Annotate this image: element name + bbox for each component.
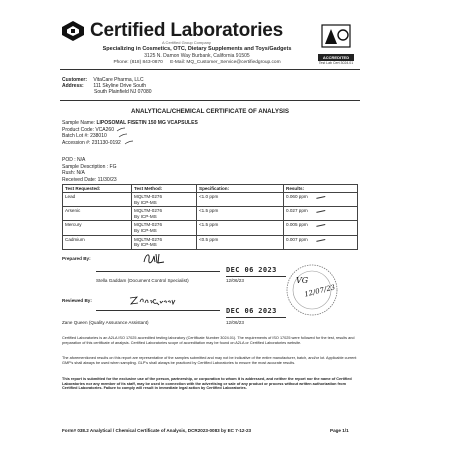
accreditation-badge	[318, 24, 354, 65]
check-mark-icon	[118, 133, 128, 138]
sample-name-label: Sample Name:	[62, 120, 96, 126]
specification: <1.5 ppm	[197, 221, 284, 235]
reviewed-name: Zane Queen (Quality Assurance Assistant)	[62, 320, 149, 325]
result-cell	[284, 221, 358, 235]
product-code: Product Code: VCA260	[62, 126, 114, 133]
result-value: 0.005 ppm	[286, 222, 308, 228]
method-technique: By ICP-MS	[134, 242, 157, 248]
exclusive-use-note: This report is submitted for the exclusive use of the person, partnership, or corporation to whom it is addressed, and neither the report nor the name of Certified Laboratories nor any member of its staff, may be used in connection with the advertising or sale of any product or process without written authorization from Certified Laboratories. Failure to comply will result in immediate legal action by Certified Laboratories.	[62, 377, 352, 391]
result-cell	[284, 207, 358, 221]
table-row	[63, 235, 358, 249]
customer-label: Customer:	[62, 77, 88, 83]
reviewed-date: 12/06/23	[226, 320, 244, 325]
test-name: Cadmium	[63, 235, 132, 249]
col-results: Results:	[284, 185, 358, 193]
company-contact	[72, 60, 322, 65]
pod-info	[62, 157, 117, 183]
prepared-name: Stella Gaddam (Document Control Specialist)	[96, 278, 189, 283]
test-method	[132, 235, 197, 249]
method-technique: By ICP-MS	[134, 213, 157, 219]
company-subtitle: A Certified Group Company	[162, 40, 211, 45]
accredited-label: ACCREDITED	[318, 54, 354, 61]
pod: POD : N/A	[62, 157, 86, 163]
sample-name-row	[62, 120, 198, 127]
table-row	[63, 221, 358, 235]
accredited-cert: Test Lab Cert 3024.01	[318, 61, 354, 65]
address-label: Address:	[62, 83, 84, 89]
accreditation-note: Certified Laboratories is an A2LA ISO 17025 accredited testing laboratory (Certificate Number 3024.01). The requirements of ISO 17025 were followed for the test, results and preparation of this certificate of analysis. Certified Laboratories scope of accreditation may be found on A2LA or Certified Laboratories website.	[62, 336, 355, 345]
certified-logo-icon	[60, 20, 86, 42]
check-mark-icon	[315, 193, 325, 199]
sample-name-value: LIPOSOMAL FISETIN 150 MG VCAPSULES	[96, 120, 198, 126]
a2la-logo-icon	[321, 24, 351, 48]
method-technique: By ICP-MS	[134, 199, 157, 205]
test-method	[132, 193, 197, 207]
form-number: Form# 038.2 Analytical / Chemical Certificate of Analysis, DCR2023-0083 by EC 7-12-23	[62, 428, 252, 433]
test-name: Lead	[63, 193, 132, 207]
prepared-stamp-date: DEC 06 2023	[226, 266, 277, 274]
reviewed-signature-line	[96, 310, 220, 311]
test-name: Mercury	[63, 221, 132, 235]
table-row	[63, 207, 358, 221]
customer-divider	[60, 100, 360, 101]
result-cell	[284, 193, 358, 207]
check-mark-icon	[315, 236, 325, 242]
check-mark-icon	[124, 140, 134, 145]
test-method	[132, 221, 197, 235]
accession-number: Accession #: 231130-0192	[62, 139, 121, 146]
company-logo	[60, 20, 283, 42]
reviewed-stamp-date: DEC 06 2023	[226, 307, 277, 315]
company-email[interactable]: E-Mail: MQ_Customer_Service@certifiedgroup.com	[170, 60, 281, 65]
check-mark-icon	[116, 127, 126, 132]
sample-description: Sample Description : FG	[62, 163, 117, 170]
address-line-2: South Plainfield NJ 07080	[94, 89, 152, 95]
test-name: Arsenic	[63, 207, 132, 221]
company-phone: Phone: (818) 843-0870	[113, 60, 163, 65]
col-specification: Specification:	[197, 185, 284, 193]
result-value: 0.007 ppm	[286, 236, 308, 242]
method-code: MQLTM-0276	[134, 222, 162, 228]
customer-value: VitaCare Pharma, LLC	[93, 77, 144, 83]
col-test-requested: Test Requested:	[63, 185, 132, 193]
results-table	[62, 184, 358, 250]
prepared-signature-icon	[142, 250, 170, 266]
test-method	[132, 207, 197, 221]
result-value: 0.027 ppm	[286, 208, 308, 214]
prepared-date: 12/06/23	[226, 278, 244, 283]
reviewed-signature-icon	[128, 292, 178, 308]
result-value: 0.060 ppm	[286, 194, 308, 199]
reviewed-date-line	[226, 317, 286, 318]
specification: <0.5 ppm	[197, 235, 284, 249]
header-divider	[60, 69, 360, 70]
company-tagline: Specializing in Cosmetics, OTC, Dietary Supplements and Toys/Gadgets	[102, 46, 292, 52]
specification: <1.0 ppm	[197, 193, 284, 207]
method-technique: By ICP-MS	[134, 227, 157, 233]
method-code: MQLTM-0276	[134, 194, 162, 199]
prepared-date-line	[226, 276, 286, 277]
check-mark-icon	[315, 207, 325, 213]
reviewed-by-label: Reviewed By:	[62, 298, 92, 303]
representative-note: The aforementioned results on this report are representative of the samples submitted and may not be indicative of the entire manufacturer, batch, and/or lot. Applicable current GMP's shall always be used when sampling. GLP's shall always be practiced by Certified Laboratories to ensure the most accurate results.	[62, 356, 357, 365]
seal-initials: VG	[296, 276, 309, 285]
table-row	[63, 193, 358, 207]
method-code: MQLTM-0276	[134, 236, 162, 242]
check-mark-icon	[315, 221, 325, 227]
batch-lot: Batch Lot #: 238010	[62, 133, 107, 140]
prepared-by-label: Prepared By:	[62, 256, 91, 261]
table-header-row	[63, 185, 358, 193]
company-name: Certified Laboratories	[90, 20, 284, 41]
col-test-method: Test Method:	[132, 185, 197, 193]
page-number: Page 1/1	[330, 428, 349, 433]
specification: <1.5 ppm	[197, 207, 284, 221]
rush: Rush: N/A	[62, 170, 85, 177]
result-cell	[284, 235, 358, 249]
received-date: Received Date: 11/30/23	[62, 176, 117, 183]
certificate-title: ANALYTICAL/CHEMICAL CERTIFICATE OF ANALYSIS	[131, 108, 289, 115]
prepared-signature-line	[96, 271, 220, 272]
seal-date: 12/07/23	[303, 283, 336, 299]
method-code: MQLTM-0276	[134, 208, 162, 214]
address-line-1: 111 Skyline Drive South	[93, 83, 147, 89]
company-address: 3125 N. Damon Way Burbank, California 91505	[144, 53, 250, 59]
